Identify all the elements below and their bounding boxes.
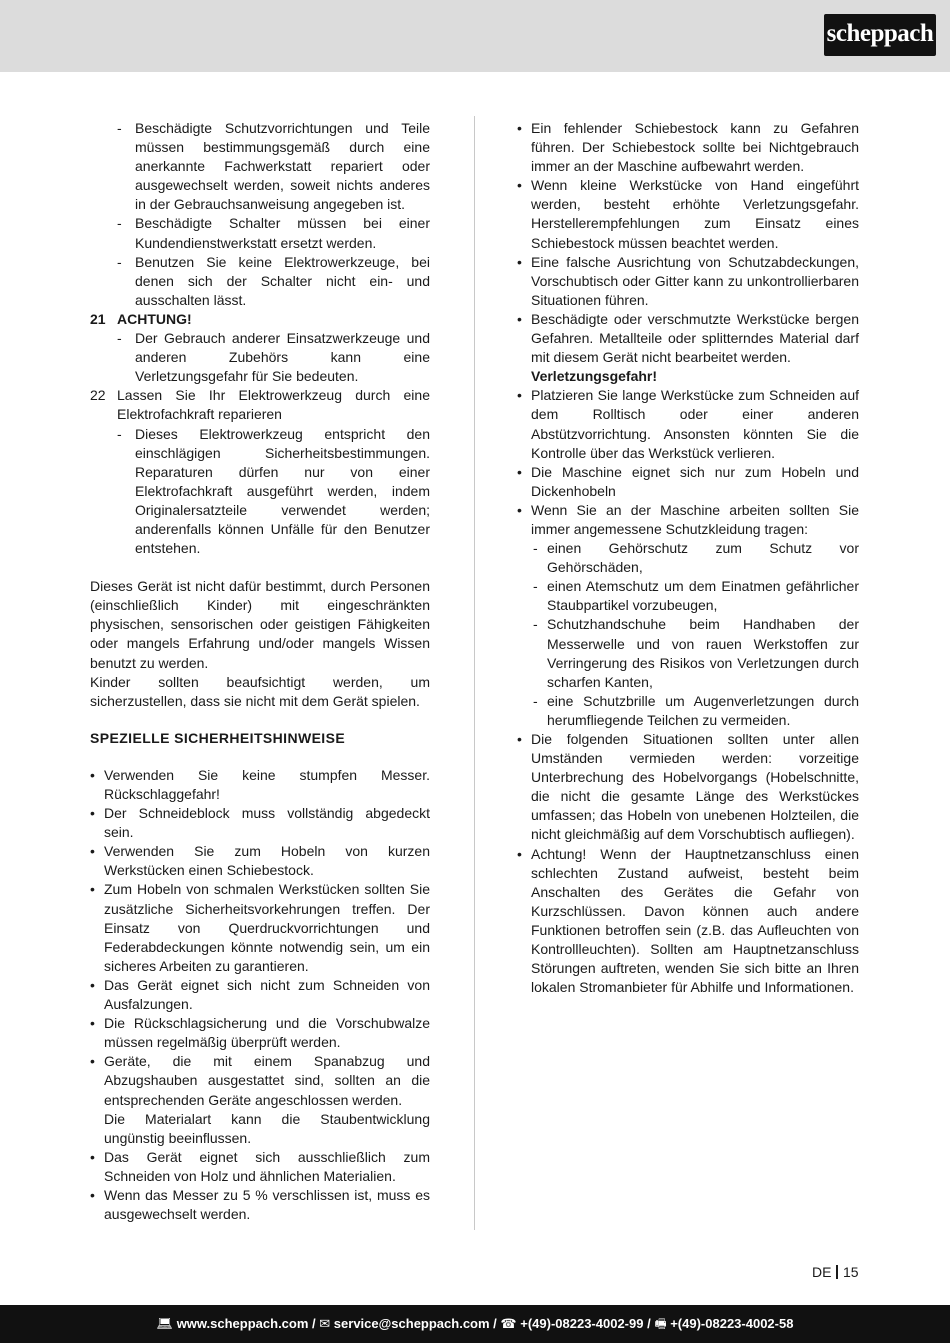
bullet-marker: • — [90, 976, 95, 993]
right-column — [517, 119, 859, 997]
bullet-marker: • — [517, 120, 522, 136]
list-item-text: Verwenden Sie keine stumpfen Messer. Rückschlaggefahr! — [104, 766, 430, 802]
paragraph: Kinder sollten beaufsichtigt werden, um sicherzustellen, dass sie nicht mit dem Gerät spielen. — [90, 673, 430, 709]
bullet-marker: • — [517, 310, 522, 327]
item-number: 21 — [90, 310, 106, 327]
page-number-value: 15 — [842, 1264, 859, 1280]
list-item — [517, 730, 859, 845]
mail-icon: ✉︎ — [319, 1316, 331, 1331]
paragraph: Dieses Gerät ist nicht dafür bestimmt, durch Personen (einschließlich Kinder) mit eingeschränkten physischen, sensorischen oder geistigen Fähigkeiten oder mangels Erfahrung und/oder mangels Wissen benutzt zu werden. — [90, 578, 430, 671]
bullet-marker: • — [517, 387, 522, 404]
list-item — [517, 253, 859, 310]
bullet-marker: • — [517, 463, 522, 480]
page-number — [812, 1263, 859, 1282]
sub-list-item — [533, 692, 859, 730]
list-item-text: Zum Hobeln von schmalen Werkstücken sollten Sie zusätzliche Sicherheitsvorkehrungen treffen. Der Einsatz von Querdruckvorrichtungen und Federabdeckungen könnte notwendig sein, um ein sicheres Arbeiten zu garantieren. — [104, 881, 430, 974]
column-divider — [474, 116, 475, 1230]
list-item-text: Platzieren Sie lange Werkstücke zum Schneiden auf dem Rolltisch oder einer anderen Abstützvorrichtung. Ansonsten könnten Sie die Kontrolle über das Werkstück verlieren. — [531, 387, 859, 461]
list-item-text: Schutzhandschuhe beim Handhaben der Messerwelle und von rauen Werkstoffen zur Verringerung des Risikos von Verletzungen durch scharfen Kanten, — [547, 616, 859, 690]
list-item-text: Der Schneideblock muss vollständig abgedeckt sein. — [104, 805, 430, 841]
list-item — [517, 463, 859, 501]
sub-list-item — [533, 539, 859, 577]
dash-marker: - — [533, 578, 538, 595]
list-item — [90, 1052, 430, 1147]
dash-marker: - — [533, 616, 538, 633]
list-item — [517, 845, 859, 998]
bullet-marker: • — [90, 1053, 95, 1070]
list-item-text: Verwenden Sie zum Hobeln von kurzen Werkstücken einen Schiebestock. — [104, 843, 430, 879]
header-bar — [0, 0, 950, 72]
bullet-marker: • — [517, 177, 522, 194]
list-item — [117, 119, 430, 214]
dash-marker: - — [117, 120, 122, 136]
phone-number: +(49)-08223-4002-99 / — [520, 1316, 651, 1331]
list-item-text: einen Atemschutz um dem Einatmen gefährlicher Staubpartikel vorzubeugen, — [547, 578, 859, 614]
bullet-marker: • — [90, 1015, 95, 1032]
list-item — [90, 1186, 430, 1224]
list-item — [90, 880, 430, 975]
brand-logo: scheppach — [824, 14, 936, 56]
bullet-marker: • — [517, 501, 522, 518]
language-code: DE — [812, 1264, 832, 1280]
list-item — [90, 804, 430, 842]
list-item-text: einen Gehörschutz zum Schutz vor Gehörschäden, — [547, 540, 859, 576]
bullet-marker: • — [517, 845, 522, 862]
separator — [836, 1265, 838, 1279]
fax-number: +(49)-08223-4002-58 — [670, 1316, 794, 1331]
list-item — [117, 329, 430, 386]
list-item-text: Die folgenden Situationen sollten unter allen Umständen vermieden werden: vorzeitige Unterbrechung des Hobelvorgangs (Hobelschnitte, die nicht die gesamte Länge des Werkstückes umfassen; das Hobeln von unebenen Holzteilen, die nicht gleichmäßig auf dem Vorschubtisch aufliegen). — [531, 731, 859, 843]
warning-label: Verletzungsgefahr! — [531, 368, 658, 385]
list-item-text: Geräte, die mit einem Spanabzug und Abzugshauben ausgestattet sind, sollten an die entsprechenden Geräte angeschlossen werden. — [104, 1053, 430, 1108]
list-item-text: Dieses Elektrowerkzeug entspricht den einschlägigen Sicherheitsbestimmungen. Reparaturen dürfen nur von einer Elektrofachkraft ausgeführt werden, indem Originalersatzteile verwendet werden; anderenfalls können Unfälle für den Benutzer entstehen. — [135, 425, 430, 557]
list-item — [90, 1148, 430, 1186]
list-item — [517, 176, 859, 252]
dash-marker: - — [117, 425, 122, 442]
dash-marker: - — [533, 540, 538, 557]
list-item-text: Beschädigte oder verschmutzte Werkstücke bergen Gefahren. Metallteile oder splitterndes Material darf mit diesem Gerät nicht bearbeitet werden. — [531, 310, 859, 366]
email-link[interactable]: service@scheppach.com / — [333, 1316, 497, 1331]
list-item — [517, 501, 859, 539]
website-link[interactable]: www.scheppach.com / — [176, 1316, 316, 1331]
list-item-text: eine Schutzbrille um Augenverletzungen durch herumfliegende Teilchen zu vermeiden. — [547, 692, 859, 728]
bullet-marker: • — [90, 805, 95, 822]
bullet-marker: • — [517, 253, 522, 270]
item-number: 22 — [90, 387, 106, 404]
list-item-text: Benutzen Sie keine Elektrowerkzeuge, bei denen sich der Schalter nicht ein- und ausschalten lässt. — [135, 253, 430, 308]
list-item-text: Ein fehlender Schiebestock kann zu Gefahren führen. Der Schiebestock sollte bei Nichtgebrauch immer an der Maschine aufbewahrt werden. — [531, 120, 859, 175]
list-item-text: Die Materialart kann die Staubentwicklung ungünstig beeinflussen. — [104, 1110, 430, 1146]
list-item — [90, 1014, 430, 1052]
list-item — [117, 214, 430, 252]
list-item-text: Das Gerät eignet sich ausschließlich zum Schneiden von Holz und ähnlichen Materialien. — [104, 1148, 430, 1184]
dash-marker: - — [117, 215, 122, 232]
list-item-text: Wenn Sie an der Maschine arbeiten sollten Sie immer angemessene Schutzkleidung tragen: — [531, 501, 859, 537]
dash-marker: - — [117, 330, 122, 347]
list-item-text: Beschädigte Schalter müssen bei einer Kundendienstwerkstatt ersetzt werden. — [135, 215, 430, 251]
fax-icon: 🖷︎ — [654, 1316, 667, 1331]
phone-icon: ☎︎ — [500, 1316, 517, 1331]
list-item — [90, 766, 430, 804]
list-item — [117, 425, 430, 559]
list-item-text: Die Rückschlagsicherung und die Vorschubwalze müssen regelmäßig überprüft werden. — [104, 1015, 430, 1051]
warning-title: ACHTUNG! — [117, 310, 192, 327]
list-item-text: Beschädigte Schutzvorrichtungen und Teile müssen bestimmungsgemäß durch eine anerkannte Fachwerkstatt repariert oder ausgewechselt werden, soweit nichts anderes in der Gebrauchsanweisung angegeben ist. — [135, 120, 430, 213]
footer-bar — [0, 1305, 950, 1343]
sub-list-item — [533, 615, 859, 691]
dash-marker: - — [533, 692, 538, 709]
list-item — [517, 310, 859, 386]
list-item-text: Wenn kleine Werkstücke von Hand eingeführt werden, besteht erhöhte Verletzungsgefahr. Herstellerempfehlungen zum Einsatz eines Schiebestock müssen beachtet werden. — [531, 177, 859, 251]
list-item-text: Lassen Sie Ihr Elektrowerkzeug durch eine Elektrofachkraft reparieren — [117, 387, 430, 423]
dash-marker: - — [117, 253, 122, 270]
numbered-item-22 — [90, 386, 430, 424]
sub-list-item — [533, 577, 859, 615]
bullet-marker: • — [90, 1148, 95, 1165]
section-heading: SPEZIELLE SICHERHEITSHINWEISE — [90, 729, 346, 746]
list-item-text: Das Gerät eignet sich nicht zum Schneiden von Ausfalzungen. — [104, 976, 430, 1013]
numbered-item-21 — [90, 310, 430, 329]
list-item — [517, 386, 859, 462]
list-item-text: Eine falsche Ausrichtung von Schutzabdeckungen, Vorschubtisch oder Gitter kann zu unkontrollierbaren Situationen führen. — [531, 253, 859, 308]
list-item — [90, 842, 430, 880]
list-item-text: Die Maschine eignet sich nur zum Hobeln und Dickenhobeln — [531, 463, 859, 499]
bullet-marker: • — [90, 766, 95, 783]
list-item-text: Achtung! Wenn der Hauptnetzanschluss einen schlechten Zustand aufweist, besteht beim Anschalten des Gerätes die Gefahr von Kurzschlüssen. Davon können auch andere Funktionen betroffen sein (z.B. das Aufleuchten von Kontrollleuchten). Sollten am Hauptnetzanschluss Störungen auftreten, wenden Sie sich bitte an Ihren lokalen Stromanbieter für Abhilfe und Informationen. — [531, 845, 859, 996]
computer-icon: 💻︎ — [156, 1316, 174, 1331]
list-item — [90, 976, 430, 1014]
list-item-text: Wenn das Messer zu 5 % verschlissen ist, muss es ausgewechselt werden. — [104, 1186, 430, 1223]
left-column — [90, 119, 430, 1224]
bullet-marker: • — [90, 1186, 95, 1203]
bullet-marker: • — [90, 881, 95, 898]
bullet-marker: • — [90, 843, 95, 860]
bullet-marker: • — [517, 731, 522, 747]
list-item — [117, 253, 430, 310]
list-item — [517, 119, 859, 176]
list-item-text: Der Gebrauch anderer Einsatzwerkzeuge und anderen Zubehörs kann eine Verletzungsgefahr für Sie bedeuten. — [135, 330, 430, 385]
